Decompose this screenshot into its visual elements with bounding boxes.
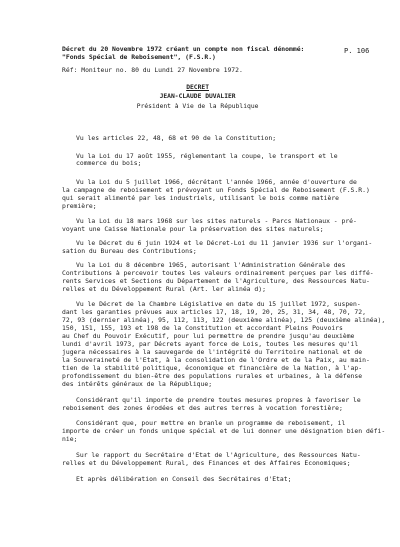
reference-line: Réf: Moniteur no. 80 du Lundi 27 Novembre 1972. xyxy=(62,66,243,74)
body-line: Vu la Loi du 8 décembre 1965, autorisant l'Administration Générale des xyxy=(76,261,346,269)
decree-heading: DECRET xyxy=(186,83,210,91)
body-line: première; xyxy=(62,202,97,210)
body-line: Vu la Loi du 17 août 1955, réglementant la coupe, le transport et le commerce du bois; xyxy=(76,152,338,168)
body-line: rents Services et Sections du Département de l'Agriculture, des Ressources Natu- xyxy=(62,277,370,285)
body-line: reboisement des zones érodées et des autres terres à vocation forestière; xyxy=(62,404,343,412)
decree-title-line-2: "Fonds Spécial de Reboisement", (F.S.R.) xyxy=(62,53,216,61)
body-line: Sur le rapport du Secrétaire d'Etat de l'Agriculture, des Ressources Natu- xyxy=(76,451,361,459)
body-line: Contributions à percevoir toutes les valeurs ordinairement perçues par les diffé- xyxy=(62,269,374,277)
body-line: relles et du Développement Rural (Art. ler alinéa d); xyxy=(62,285,266,293)
body-line: Vu la Loi du 18 mars 1968 sur les sites naturels - Parcs Nationaux - pré- xyxy=(76,217,357,225)
body-line: Et après délibération en Conseil des Secrétaires d'Etat; xyxy=(76,475,292,483)
body-line: relles et du Développement Rural, des Finances et des Affaires Economiques; xyxy=(62,459,351,467)
body-line: dant les garanties prévues aux articles 17, 18, 19, 20, 25, 31, 34, 48, 70, 72, xyxy=(62,308,366,316)
body-line: Vu le Décret de la Chambre Législative en date du 15 juillet 1972, suspen- xyxy=(76,300,361,308)
decree-title-line-1: Décret du 20 Novembre 1972 créant un compte non fiscal dénommé: xyxy=(62,45,305,53)
body-line: au Chef du Pouvoir Exécutif, pour lui permettre de prendre jusqu'au deuxième xyxy=(62,332,355,340)
body-line: Considérant que, pour mettre en branle un programme de reboisement, il xyxy=(76,419,346,427)
body-line: la Souveraineté de l'Etat, à la consolidation de l'Ordre et de la Paix, au main- xyxy=(62,356,370,364)
body-line: qui serait alimenté par les industriels, utilisant le bois comme matière xyxy=(62,194,340,202)
body-line: profondissement du bien-être des populations rurales et urbaines, à la défense xyxy=(62,372,363,380)
page-number: P. 106 xyxy=(344,47,370,55)
body-line: jugera nécessaires à la sauvegarde de l'intégrité du Territoire national et de xyxy=(62,348,363,356)
body-line: la campagne de reboisement et prévoyant un Fonds Spécial de Reboisement (F.S.R.) xyxy=(62,186,370,194)
body-line: Vu la Loi du 5 juillet 1966, décrétant l'année 1966, année d'ouverture de xyxy=(76,178,357,186)
body-line: 72, 93 (dernier alinéa), 95, 112, 113, 122 (deuxième alinéa), 125 (deuxième alinéa), xyxy=(62,316,386,324)
body-line: voyant une Caisse Nationale pour la préservation des sites naturels; xyxy=(62,225,324,233)
body-line: Vu les articles 22, 48, 68 et 90 de la Constitution; xyxy=(76,134,277,142)
body-line: lundi d'avril 1973, par Décrets ayant force de Lois, toutes les mesures qu'il xyxy=(62,340,359,348)
body-line: tien de la stabilité politique, économique et financière de la Nation, à l'ap- xyxy=(62,364,363,372)
president-title: Président à Vie de la République xyxy=(136,102,259,110)
body-line: sation du Bureau des Contributions; xyxy=(62,247,197,255)
body-line: 150, 151, 155, 193 et 198 de la Constitution et accordant Pleins Pouvoirs xyxy=(62,324,343,332)
body-line: importe de créer un fonds unique spécial et de lui donner une désignation bien défi- xyxy=(62,427,386,435)
body-line: Considérant qu'il importe de prendre toutes mesures propres à favoriser le xyxy=(76,396,361,404)
body-line: Vu le Décret du 6 juin 1924 et le Décret-Loi du 11 janvier 1936 sur l'organi- xyxy=(76,239,373,247)
body-line: nie; xyxy=(62,435,78,443)
president-name: JEAN-CLAUDE DUVALIER xyxy=(159,92,236,100)
body-line: des intérêts généraux de la République; xyxy=(62,380,213,388)
